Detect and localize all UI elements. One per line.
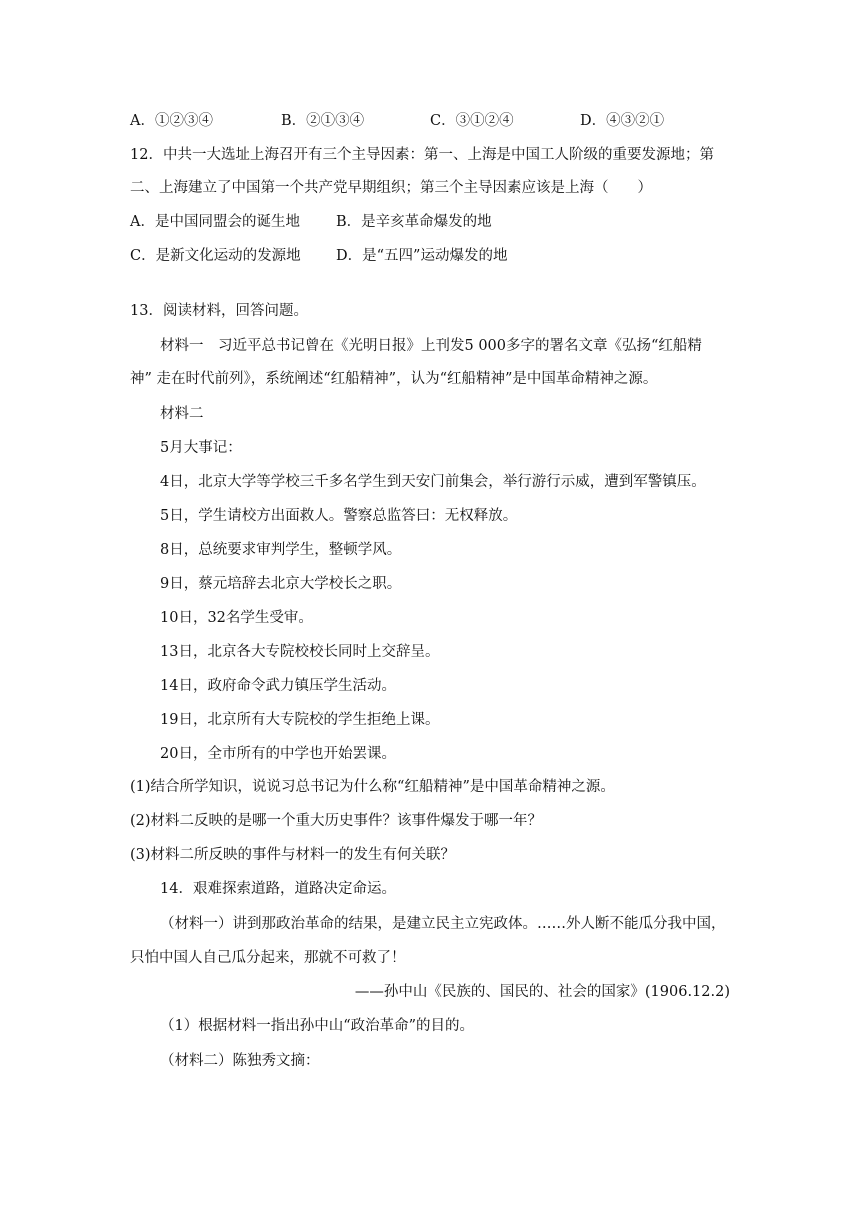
q12-option-d: D．是“五四”运动爆发的地	[336, 248, 508, 264]
q11-option-b: B．②①③④	[281, 113, 365, 129]
q12-stem-line1: 12．中共一大选址上海召开有三个主导因素：第一、上海是中国工人阶级的重要发源地；第	[130, 147, 714, 163]
q12-stem-line2: 二、上海建立了中国第一个共产党早期组织；第三个主导因素应该是上海（ ）	[130, 180, 652, 196]
q14-material2-label: （材料二）陈独秀文摘：	[160, 1053, 320, 1069]
q13-event: 19日，北京所有大专院校的学生拒绝上课。	[160, 712, 440, 728]
q13-material1-line2: 神” 走在时代前列》，系统阐述“红船精神”，认为“红船精神”是中国革命精神之源。	[130, 371, 658, 387]
q13-event: 10日，32名学生受审。	[160, 610, 313, 626]
q13-event: 9日，蔡元培辞去北京大学校长之职。	[160, 576, 402, 592]
q13-question-3: (3)材料二所反映的事件与材料一的发生有何关联？	[130, 847, 456, 863]
q13-question-2: (2)材料二反映的是哪一个重大历史事件？该事件爆发于哪一年？	[130, 813, 543, 829]
q13-title: 13．阅读材料，回答问题。	[130, 303, 308, 319]
q13-events-title: 5月大事记：	[160, 440, 242, 456]
q14-source: ——孙中山《民族的、国民的、社会的国家》(1906.12.2)	[354, 984, 730, 1000]
q11-option-c: C．③①②④	[430, 113, 514, 129]
q14-question-1: （1）根据材料一指出孙中山“政治革命”的目的。	[160, 1018, 475, 1034]
q11-option-a: A．①②③④	[130, 113, 213, 129]
q13-question-1: (1)结合所学知识，说说习总书记为什么称“红船精神”是中国革命精神之源。	[130, 779, 615, 795]
q14-material1-line1: （材料一）讲到那政治革命的结果，是建立民主立宪政体。……外人断不能瓜分我中国，	[160, 916, 726, 932]
q12-option-a: A．是中国同盟会的诞生地	[130, 214, 300, 230]
q13-event: 13日，北京各大专院校校长同时上交辞呈。	[160, 644, 440, 660]
q11-option-d: D．④③②①	[580, 113, 665, 129]
q13-event: 14日，政府命令武力镇压学生活动。	[160, 678, 396, 694]
q13-event: 20日，全市所有的中学也开始罢课。	[160, 746, 396, 762]
q14-title: 14．艰难探索道路，道路决定命运。	[160, 881, 396, 897]
q13-event: 4日，北京大学等学校三千多名学生到天安门前集会，举行游行示威，遭到军警镇压。	[160, 474, 706, 490]
q12-option-c: C．是新文化运动的发源地	[130, 248, 301, 264]
q13-material2-label: 材料二	[160, 406, 204, 422]
q14-material1-line2: 只怕中国人自己瓜分起来，那就不可救了！	[130, 950, 406, 966]
q13-event: 5日，学生请校方出面救人。警察总监答曰：无权释放。	[160, 508, 518, 524]
q13-material1-line1: 材料一 习近平总书记曾在《光明日报》上刊发5 000多字的署名文章《弘扬“红船精	[160, 338, 702, 354]
q13-event: 8日，总统要求审判学生，整顿学风。	[160, 542, 402, 558]
q12-option-b: B．是辛亥革命爆发的地	[336, 214, 492, 230]
